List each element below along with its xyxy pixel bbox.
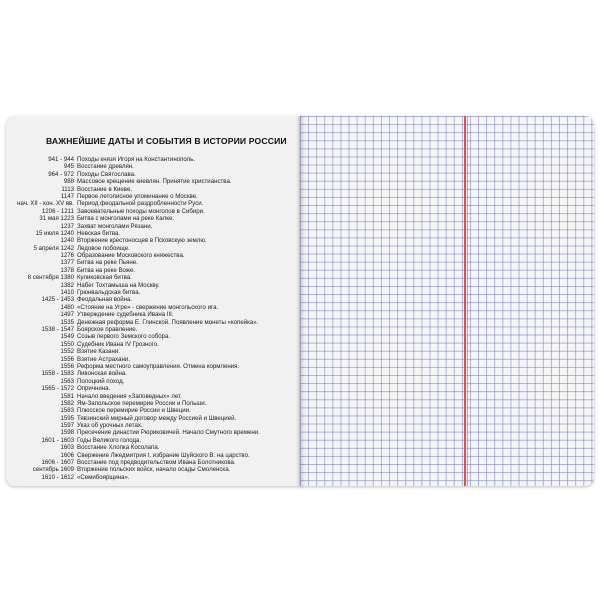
timeline-row [6, 186, 302, 193]
timeline-row [6, 393, 302, 400]
event-text: Плюсское перемирие России и Швеции. [77, 407, 191, 415]
timeline-row [6, 200, 302, 207]
event-text: «Семибоярщина». [77, 473, 130, 481]
event-text: Взятие Казани. [77, 348, 120, 356]
event-date: 1606 [60, 451, 74, 459]
event-text: Походы Святослава. [77, 170, 136, 178]
event-text: Восстание Хлопка Косолапа. [77, 444, 160, 452]
event-date: 1556 [60, 355, 74, 363]
timeline-row [6, 208, 302, 215]
timeline-row [6, 274, 302, 281]
event-text: Свержение Лжедмитрия I, избрание Шуйского В. на царство. [77, 451, 250, 459]
event-date: 1535 [60, 318, 74, 326]
event-date: 5 апреля 1242 [33, 244, 74, 252]
timeline-list [6, 156, 302, 481]
event-date: 1378 [60, 266, 74, 274]
timeline-row [6, 415, 302, 422]
left-page [6, 116, 302, 486]
event-date: 1606 - 1607 [41, 459, 74, 467]
timeline-row [6, 452, 302, 459]
event-date: 1276 [60, 252, 74, 260]
timeline-row [6, 223, 302, 230]
event-text: Судебник Ивана IV Грозного. [77, 340, 159, 348]
event-date: 1480 [60, 303, 74, 311]
timeline-row [6, 444, 302, 451]
event-text: Пресечение династии Рюриковичей. Начало Смутного времени. [77, 429, 260, 437]
event-text: Ливонская война. [77, 370, 127, 378]
timeline-row [6, 348, 302, 355]
event-text: Реформа местного самоуправления. Отмена кормления. [77, 362, 240, 370]
event-text: Годы Великого голода. [77, 436, 142, 444]
event-date: 1377 [60, 259, 74, 267]
event-text: Битва с монголами на реке Калке. [77, 215, 175, 223]
event-date: 8 сентября 1380 [27, 274, 74, 282]
event-text: Грюнвальдская битва. [77, 289, 141, 297]
event-text: Утверждение судебника Ивана III. [77, 311, 174, 319]
event-text: Завоевательные походы монголов в Сибири. [77, 207, 205, 215]
event-date: 15 июля 1240 [35, 229, 74, 237]
timeline-row [6, 171, 302, 178]
event-text: Захват монголами Рязани. [77, 222, 153, 230]
event-text: Созыв первого Земского собора. [77, 333, 171, 341]
timeline-row [6, 407, 302, 414]
event-date: 1601 - 1603 [41, 436, 74, 444]
timeline-row [6, 289, 302, 296]
timeline-row [6, 459, 302, 466]
event-text: Набег Тохтамыша на Москву. [77, 281, 160, 289]
event-text: Невская битва. [77, 229, 121, 237]
event-date: 1565 - 1572 [41, 385, 74, 393]
page-title: ВАЖНЕЙШИЕ ДАТЫ И СОБЫТИЯ В ИСТОРИИ РОССИИ [46, 136, 287, 146]
timeline-row [6, 311, 302, 318]
margin-line [464, 116, 466, 486]
timeline-row [6, 163, 302, 170]
timeline-row [6, 267, 302, 274]
timeline-row [6, 304, 302, 311]
event-date: сентябрь 1609 [32, 466, 74, 474]
event-date: 1552 [60, 348, 74, 356]
timeline-row [6, 437, 302, 444]
timeline-row [6, 370, 302, 377]
event-text: Походы князя Игоря на Константинополь. [77, 156, 196, 163]
event-date: 1603 [60, 444, 74, 452]
event-text: Восстание в Киеве. [77, 185, 133, 193]
event-date: 945 [63, 163, 74, 171]
timeline-row [6, 363, 302, 370]
event-text: Куликовская битва. [77, 274, 132, 282]
timeline-row [6, 156, 302, 163]
timeline-row [6, 282, 302, 289]
event-text: Битва на реке Воже. [77, 266, 136, 274]
event-date: 1240 [60, 237, 74, 245]
event-date: 1410 [60, 289, 74, 297]
timeline-row [6, 252, 302, 259]
event-date: 1597 [60, 422, 74, 430]
event-date: 1582 [60, 399, 74, 407]
margin-line-secondary [467, 116, 468, 486]
event-date: 1598 [60, 429, 74, 437]
event-date: 964 - 972 [48, 170, 74, 178]
event-text: Восстание древлян. [77, 163, 134, 171]
timeline-row [6, 319, 302, 326]
event-text: Период феодальной раздробленности Руси. [77, 200, 204, 208]
event-text: Массовое крещение киевлян. Принятие христианства. [77, 178, 232, 186]
event-date: 1538 - 1547 [41, 325, 74, 333]
event-text: Вторжение польских войск, начало осады Смоленска. [77, 466, 231, 474]
event-date: 1382 [60, 281, 74, 289]
event-text: Денежная реформа Е. Глинской. Появление монеты «копейка». [77, 318, 259, 326]
event-date: 1558 - 1583 [41, 370, 74, 378]
timeline-row [6, 429, 302, 436]
right-page-grid [300, 116, 594, 486]
event-date: 988 [63, 178, 74, 186]
timeline-row [6, 245, 302, 252]
event-text: Тявзинский мирный договор между Россией и Швецией. [77, 414, 237, 422]
timeline-row [6, 237, 302, 244]
timeline-row [6, 474, 302, 481]
timeline-row [6, 466, 302, 473]
timeline-row [6, 215, 302, 222]
timeline-row [6, 378, 302, 385]
event-text: Ям-Запольское перемирие России и Польши. [77, 399, 207, 407]
event-date: 1237 [60, 222, 74, 230]
event-date: 1147 [60, 192, 74, 200]
event-date: 1113 [61, 185, 74, 193]
event-date: 1583 [60, 407, 74, 415]
event-text: «Стояние на Угре» - свержение монгольского ига. [77, 303, 219, 311]
event-text: Восстание под предводительством Ивана Болотникова. [77, 459, 236, 467]
event-text: Первое летописное упоминание о Москве. [77, 192, 198, 200]
timeline-row [6, 296, 302, 303]
timeline-row [6, 326, 302, 333]
timeline-row [6, 341, 302, 348]
event-text: Полоцкий поход. [77, 377, 125, 385]
event-date: 1497 [60, 311, 74, 319]
timeline-row [6, 230, 302, 237]
event-date: 1556 [60, 362, 74, 370]
event-date: 1595 [60, 414, 74, 422]
event-text: Взятие Астрахани. [77, 355, 130, 363]
timeline-row [6, 400, 302, 407]
event-date: 1206 - 1211 [41, 207, 74, 215]
event-date: 1550 [60, 340, 74, 348]
timeline-row [6, 259, 302, 266]
event-text: Битва на реке Пьяне. [77, 259, 138, 267]
event-date: 1563 [60, 377, 74, 385]
timeline-row [6, 385, 302, 392]
event-text: Образование Московского княжества. [77, 252, 185, 260]
event-text: Опричнина. [77, 385, 111, 393]
event-date: нач. XII - кон. XV вв. [17, 200, 74, 208]
event-text: Боярское правление. [77, 325, 138, 333]
timeline-row [6, 193, 302, 200]
event-text: Начало введения «Заповедных» лет. [77, 392, 182, 400]
event-text: Ледовое побоище. [77, 244, 130, 252]
timeline-row [6, 422, 302, 429]
timeline-row [6, 356, 302, 363]
event-date: 1610 - 1612 [41, 473, 74, 481]
event-date: 941 - 944 [48, 156, 74, 163]
event-text: Указ об урочных летах. [77, 422, 143, 430]
timeline-row [6, 178, 302, 185]
event-date: 31 мая 1223 [39, 215, 74, 223]
timeline-row [6, 333, 302, 340]
event-date: 1425 - 1453 [41, 296, 74, 304]
event-text: Вторжение крестоносцев в Псковскую землю. [77, 237, 207, 245]
event-date: 1581 [60, 392, 74, 400]
event-text: Феодальная война. [77, 296, 133, 304]
event-date: 1549 [60, 333, 74, 341]
